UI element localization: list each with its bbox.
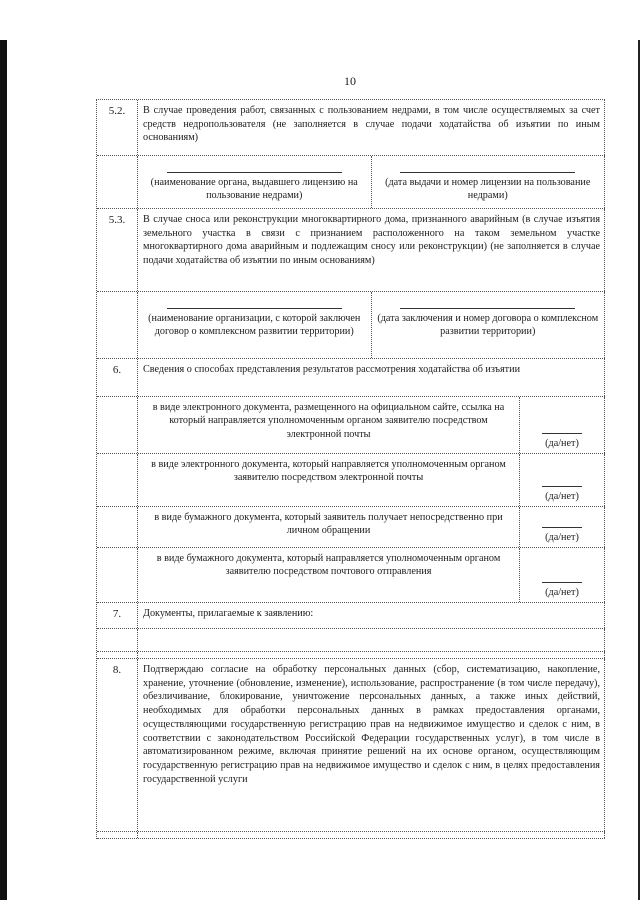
form-table xyxy=(96,99,605,839)
section-number: 6. xyxy=(97,359,138,396)
personal-data-consent-text: Подтверждаю согласие на обработку персональных данных (сбор, систематизацию, накопление, хранение, уточнение (обновление, изменение), использование, распространение (в том числе передачу), обезличивание, блокирование, уничтожение персональных данных, а также иных действий, необходимых для обработки персональных данных в рамках предоставления органами, осуществляющими государственную регистрацию прав на недвижимое имущество и сделок с ним, в соответствии с законодательством Российской Федерации государственных услуг), в том числе в автоматизированном режиме, включая принятие решений на их основе органом, осуществляющим государственную регистрацию прав на недвижимое имущество и сделок с ним, в целях предоставления государственной услуги xyxy=(143,664,600,785)
section-6-text: Сведения о способах представления результатов рассмотрения ходатайства об изъятии xyxy=(143,364,521,375)
section-number: 7. xyxy=(97,603,138,628)
yes-no-caption: (да/нет) xyxy=(545,586,579,598)
license-authority-caption: (наименование органа, выдавшего лицензию на пользование недрами) xyxy=(150,177,358,202)
section-number: 5.3. xyxy=(97,209,138,291)
yes-no-caption: (да/нет) xyxy=(545,490,579,502)
delivery-option-label: в виде электронного документа, размещенного на официальном сайте, ссылка на который направляется уполномоченным органом заявителю посредством электронной почты xyxy=(152,402,505,440)
section-separator xyxy=(97,652,605,659)
section-5-2-row xyxy=(97,100,605,156)
section-7-text: Документы, прилагаемые к заявлению: xyxy=(143,608,314,619)
delivery-option-row xyxy=(97,507,605,548)
attached-documents-field[interactable] xyxy=(97,629,605,652)
page-number: 10 xyxy=(344,74,356,88)
section-8-tail xyxy=(97,832,605,839)
delivery-option-label: в виде бумажного документа, который заявитель получает непосредственно при личном обращении xyxy=(154,512,503,537)
delivery-option-answer[interactable] xyxy=(519,507,604,547)
delivery-option-row xyxy=(97,397,605,454)
section-number: 8. xyxy=(97,659,138,831)
section-number: 5.2. xyxy=(97,100,138,155)
section-5-3-fields xyxy=(97,292,605,359)
delivery-option-answer[interactable] xyxy=(519,454,604,506)
section-6-row xyxy=(97,359,605,397)
development-organization-caption: (наименование организации, с которой заключен договор о комплексном развитии территории) xyxy=(148,313,361,338)
section-8-row xyxy=(97,659,605,832)
delivery-option-answer[interactable] xyxy=(519,397,604,453)
section-5-2-text: В случае проведения работ, связанных с пользованием недрами, в том числе осуществляемых за счет средств недропользователя (не заполняется в случае подачи ходатайства об изъятии по иным основаниям) xyxy=(143,105,600,144)
license-date-number-caption: (дата выдачи и номер лицензии на пользование недрами) xyxy=(385,177,591,202)
yes-no-caption: (да/нет) xyxy=(545,437,579,449)
development-organization-field[interactable] xyxy=(138,292,371,358)
license-date-number-field[interactable] xyxy=(371,156,605,208)
delivery-option-row xyxy=(97,454,605,507)
delivery-option-answer[interactable] xyxy=(519,548,604,602)
section-5-3-text: В случае сноса или реконструкции многоквартирного дома, признанного аварийным (в случае изъятия земельного участка в связи с признанием расположенного на таком земельном участке многоквартирного дома аварийным и подлежащим сносу или реконструкции) (не заполняется в случае подачи ходатайства об изъятии по иным основаниям) xyxy=(143,214,600,267)
development-contract-field[interactable] xyxy=(371,292,605,358)
delivery-option-row xyxy=(97,548,605,603)
section-5-2-fields xyxy=(97,156,605,209)
yes-no-caption: (да/нет) xyxy=(545,531,579,543)
development-contract-caption: (дата заключения и номер договора о комплексном развитии территории) xyxy=(377,313,599,338)
delivery-option-label: в виде бумажного документа, который направляется уполномоченным органом заявителю посредством почтового отправления xyxy=(156,553,501,578)
scan-edge-left xyxy=(0,40,7,900)
section-5-3-row xyxy=(97,209,605,292)
license-authority-field[interactable] xyxy=(138,156,371,208)
delivery-option-label: в виде электронного документа, который направляется уполномоченным органом заявителю посредством электронной почты xyxy=(151,459,506,484)
section-7-row xyxy=(97,603,605,629)
